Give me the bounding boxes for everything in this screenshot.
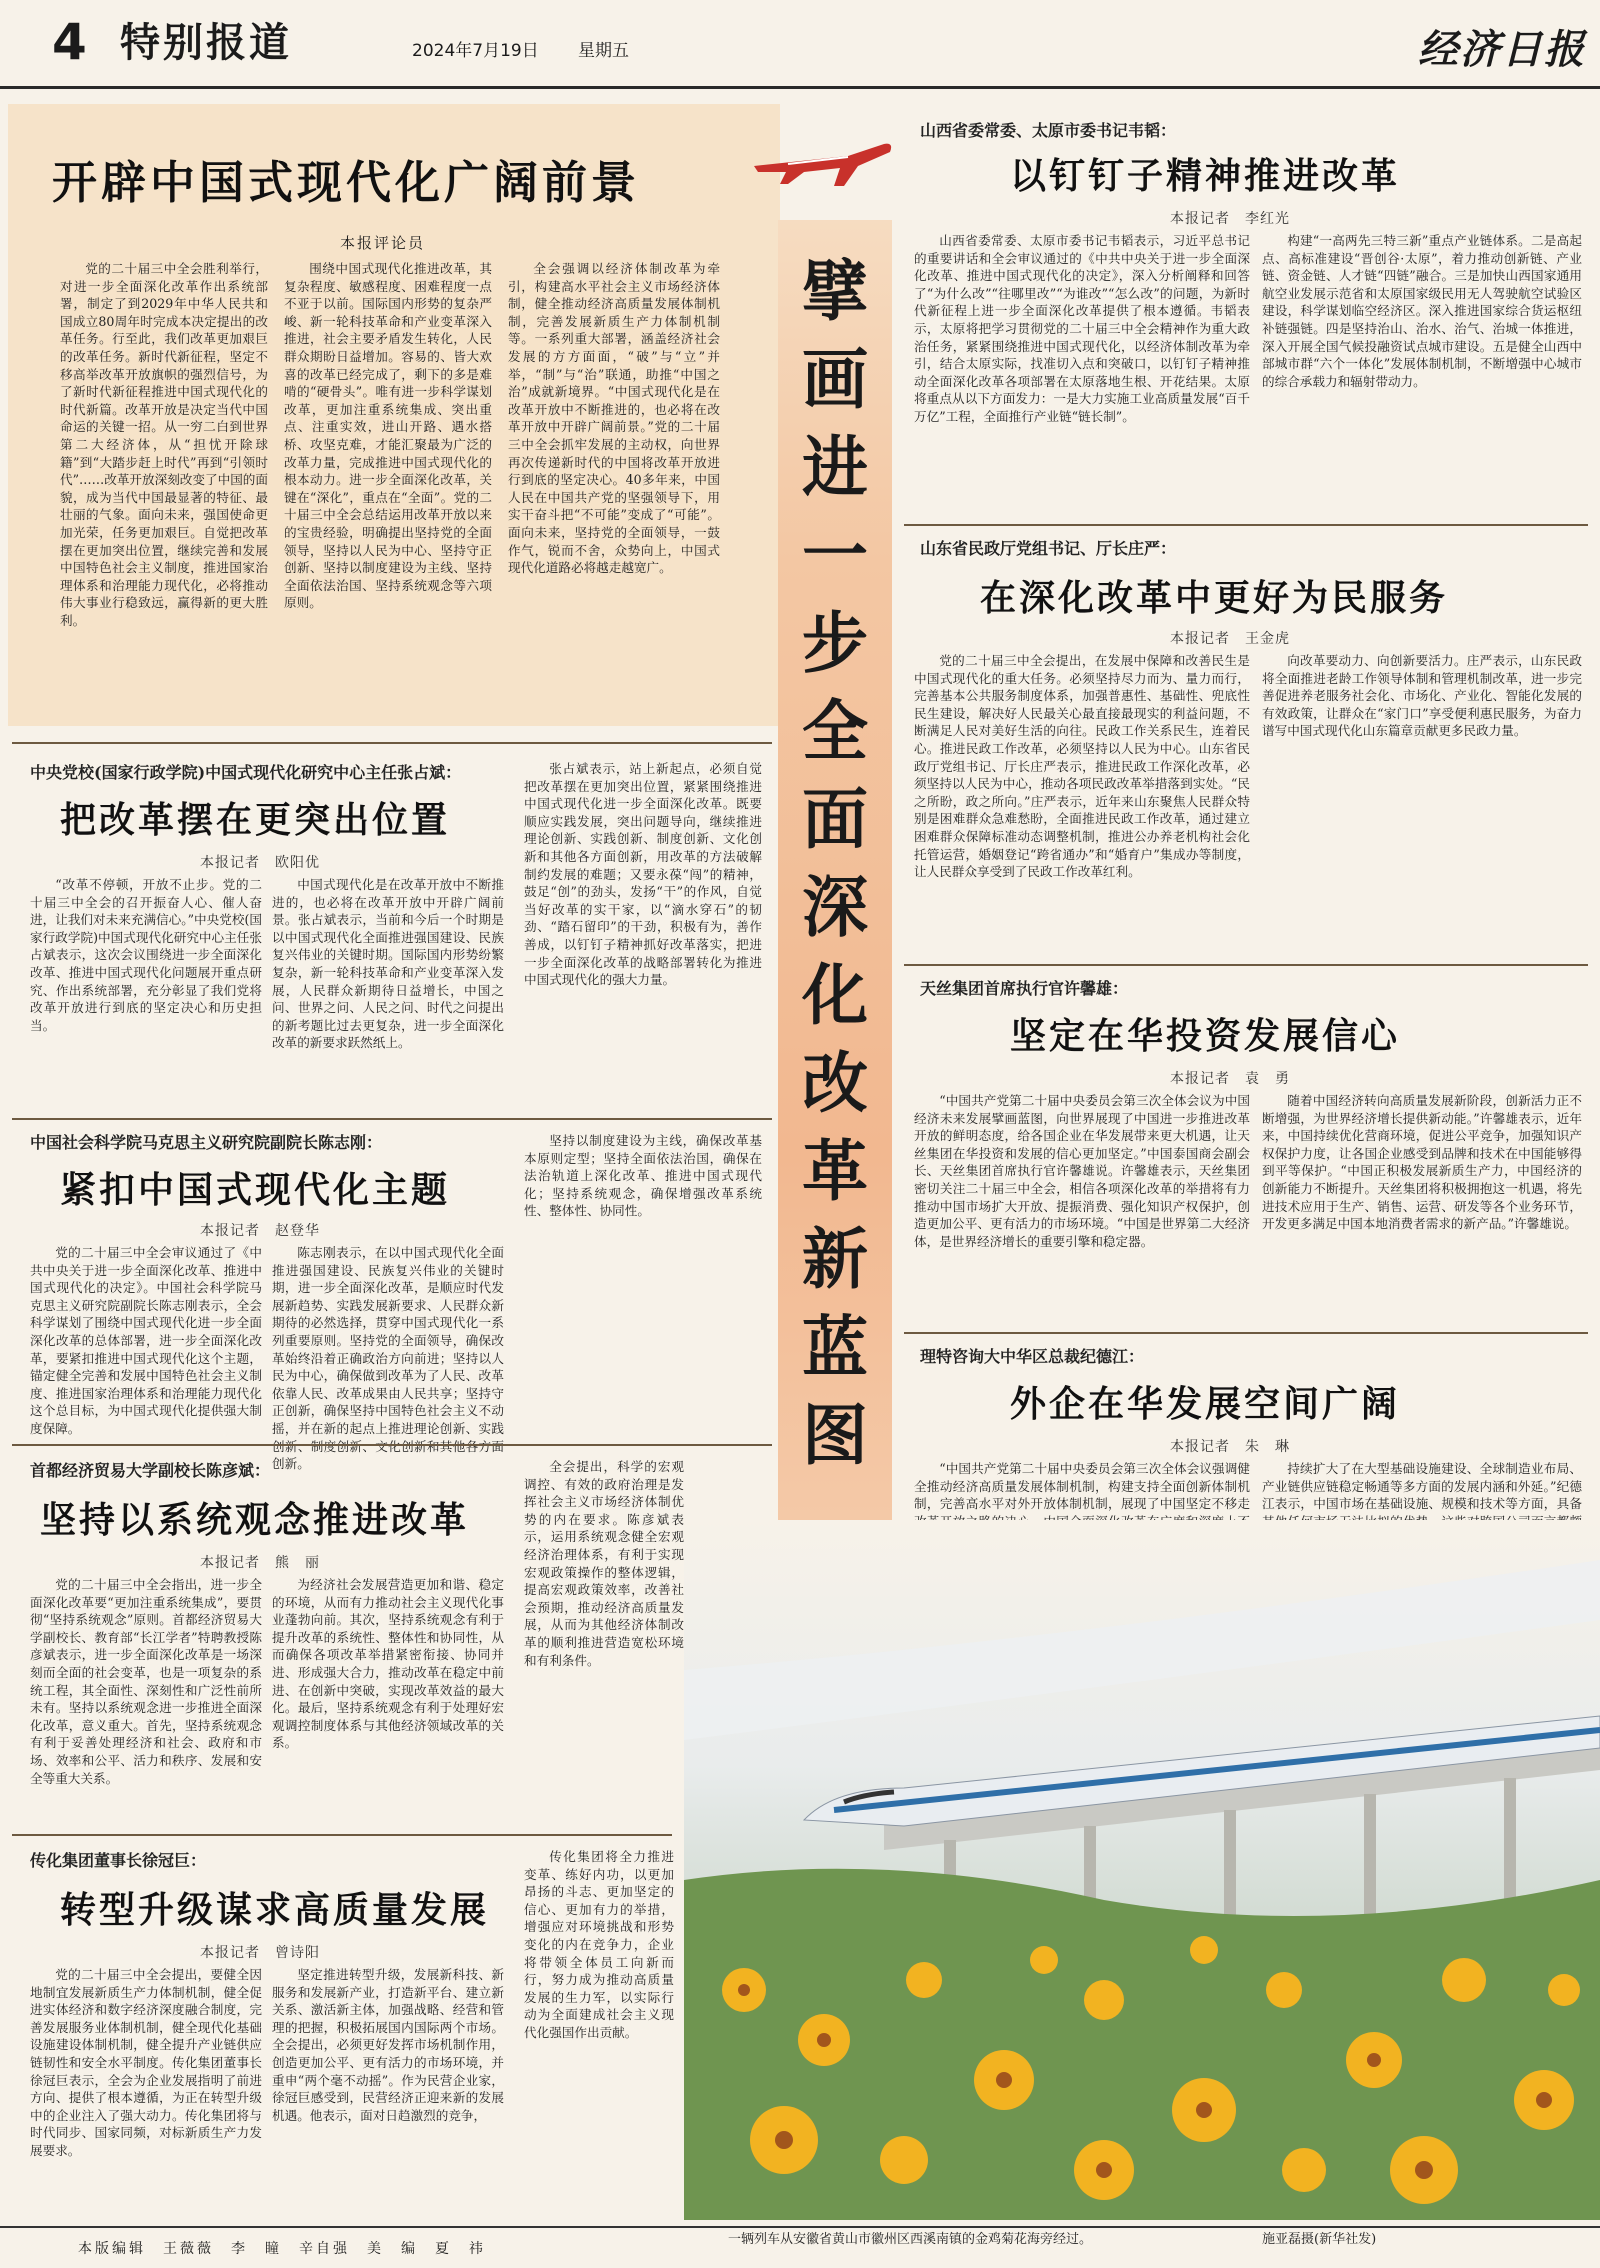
divider — [904, 524, 1588, 526]
article-5-column-1: 山西省委常委、太原市委书记韦韬表示，习近平总书记的重要讲话和全会审议通过的《中共中央关于进一步全面深化改革、推进中国式现代化的决定》，深入分析阐释和回答了“为什么改”“往哪里改”“为谁改”“怎么改”的问题，为新时代新征程上进一步全面深化改革提供了根本遵循。韦韬表示，太原将把学习贯彻党的二十届三中全会精神作为重大政治任务，紧紧围绕推进中国式现代化，以经济体制改革为牵引，结合太原实际，找准切入点和突破口，以钉钉子精神推动全面深化改革各项部署在太原落地生根、开花结果。太原将重点从以下方面发力：一是大力实施工业高质量发展“百千万亿”工程，全面推行产业链“链长制”。 — [914, 233, 1250, 424]
photo-credit: 施亚磊摄(新华社发) — [1262, 2232, 1377, 2247]
train-flower-photo — [684, 1520, 1600, 2220]
divider — [904, 964, 1588, 966]
editorial-column-1: 党的二十届三中全会胜利举行，对进一步全面深化改革作出系统部署，制定了到2029年中华人民共和国成立80周年时完成本决定提出的改革任务。行至此，我们改革更加艰巨的改革任务。新时代新征程，坚定不移高举改革开放旗帜的强烈信号，为了新时代新征程推进中国式现代化的时代新篇。改革开放是决定当代中国命运的关键一招。从一穷二白到世界第二大经济体，从“担忧开除球籍”到“大踏步赶上时代”再到“引领时代”……改革开放深刻改变了中国的面貌，成为当代中国最显著的特征、最壮丽的气象。面向未来，强国使命更加光荣，任务更加艰巨。自觉把改革摆在更加突出位置，继续完善和发展中国特色社会主义制度，推进国家治理体系和治理能力现代化，必将推动伟大事业行稳致远，赢得新的更大胜利。 — [60, 261, 268, 628]
banner-char: 擘 — [802, 253, 868, 330]
footer-editors: 本版编辑 王薇薇 李 瞳 辛自强 美 编 夏 祎 — [78, 2241, 486, 2257]
issue-date: 2024年7月19日 — [412, 41, 539, 61]
article-8-byline: 本报记者 朱 琳 — [1170, 1439, 1290, 1455]
article-2-byline: 本报记者 赵登华 — [200, 1223, 320, 1239]
editorial-byline: 本报评论员 — [340, 234, 426, 252]
article-6-kicker: 山东省民政厅党组书记、厅长庄严： — [920, 539, 1177, 558]
article-3-kicker: 首都经济贸易大学副校长陈彦斌： — [30, 1461, 271, 1480]
page-number: 4 — [52, 13, 87, 71]
divider — [904, 1332, 1588, 1334]
article-3-byline: 本报记者 熊 丽 — [200, 1555, 320, 1571]
banner-char: 革 — [802, 1133, 868, 1210]
article-2-column-1: 党的二十届三中全会审议通过了《中共中央关于进一步全面深化改革、推进中国式现代化的决定》。中国社会科学院马克思主义研究院副院长陈志刚表示，全会科学谋划了围绕中国式现代化进一步全面深化改革的总体部署，进一步全面深化改革，要紧扣推进中国式现代化这个主题，锚定健全完善和发展中国特色社会主义制度、推进国家治理体系和治理能力现代化这个总目标，为中国式现代化提供强大制度保障。 — [30, 1245, 262, 1436]
article-8-title: 外企在华发展空间广阔 — [1010, 1383, 1401, 1425]
banner-char: 深 — [802, 869, 868, 946]
banner-char: 图 — [802, 1397, 868, 1474]
article-3-column-2: 为经济社会发展营造更加和谐、稳定的环境，从而有力推动社会主义现代化事业蓬勃向前。其次，坚持系统观念有利于提升改革的系统性、整体性和协同性，从而确保各项改革举措紧密衔接、协同并进、形成强大合力，推动改革在稳定中前进、在创新中突破，实现改革效益的最大化。最后，坚持系统观念有利于处理好宏观调控制度体系与其他经济领域改革的关系。 — [272, 1577, 504, 1751]
article-7-byline: 本报记者 袁 勇 — [1170, 1071, 1290, 1087]
airplane-icon — [748, 126, 896, 198]
article-1-title: 把改革摆在更突出位置 — [60, 799, 451, 841]
article-5-kicker: 山西省委常委、太原市委书记韦韬： — [920, 121, 1177, 140]
paper-logo: 经济日报 — [1418, 26, 1586, 73]
article-2-title: 紧扣中国式现代化主题 — [60, 1169, 451, 1211]
divider — [12, 1834, 672, 1836]
article-2-column-3: 坚持以制度建设为主线，确保改革基本原则定型；坚持全面依法治国，确保在法治轨道上深化改革、推进中国式现代化；坚持系统观念，确保增强改革系统性、整体性、协同性。 — [524, 1133, 762, 1219]
divider — [12, 1444, 772, 1446]
editorial-title: 开辟中国式现代化广阔前景 — [52, 156, 641, 209]
editorial-column-2: 围绕中国式现代化推进改革，其复杂程度、敏感程度、困难程度一点不亚于以前。国际国内形势的复杂严峻、新一轮科技革命和产业变革深入推进，社会主要矛盾发生转化，人民群众期盼日益增加。容易的、皆大欢喜的改革已经完成了，剩下的多是难啃的“硬骨头”。唯有进一步科学谋划改革，更加注重系统集成、突出重点、注重实效，进山开路、遇水搭桥、攻坚克难，才能汇聚最为广泛的改革力量，完成推进中国式现代化的根本动力。进一步全面深化改革，关键在“深化”，重点在“全面”。党的二十届三中全会总结运用改革开放以来的宝贵经验，明确提出坚持党的全面领导，坚持以人民为中心、坚持守正创新、坚持以制度建设为主线、坚持全面依法治国、坚持系统观念等六项原则。 — [284, 261, 492, 611]
article-4-byline: 本报记者 曾诗阳 — [200, 1945, 320, 1961]
article-4-title: 转型升级谋求高质量发展 — [60, 1889, 490, 1931]
banner-char: 面 — [802, 781, 868, 858]
divider — [12, 742, 772, 744]
banner-char: 新 — [802, 1221, 868, 1298]
article-5-column-2: 构建“一高两先三特三新”重点产业链体系。二是高起点、高标准建设“晋创谷·太原”，着力推动创新链、产业链、资金链、人才链“四链”融合。三是加快山西国家通用航空业发展示范省和太原国家级民用无人驾驶航空试验区建设，科学谋划临空经济区。深入推进国家综合货运枢纽补链强链。四是坚持治山、治水、治气、治城一体推进，深入开展全国气候投融资试点城市建设。五是健全山西中部城市群“六个一体化”发展体制机制，不断增强中心城市的综合承载力和辐射带动力。 — [1262, 233, 1582, 389]
article-8-column-1: “中国共产党第二十届中央委员会第三次全体会议强调健全推动经济高质量发展体制机制，构建支持全面创新体制机制，完善高水平对外开放体制机制，展现了中国坚定不移走 — [914, 1461, 1250, 1512]
article-2-column-2: 陈志刚表示，在以中国式现代化全面推进强国建设、民族复兴伟业的关键时期，进一步全面深化改革，是顺应时代发展新趋势、实践发展新要求、人民群众新期待的必然选择，贯穿中国式现代化一系列重要原则。坚持党的全面领导，确保改革始终沿着正确政治方向前进；坚持以人民为中心，确保做到改革为了人民、改革依靠人民、改革成果由人民共享；坚持守正创新，确保坚持中国特色社会主义不动摇，并在新的起点上推进理论创新、实践创新、制度创新、文化创新和其他各方面创新。 — [272, 1245, 504, 1472]
article-5-byline: 本报记者 李红光 — [1170, 211, 1290, 227]
photo-caption: 一辆列车从安徽省黄山市徽州区西溪南镇的金鸡菊花海旁经过。 — [728, 2232, 1093, 2247]
article-4-column-2: 坚定推进转型升级，发展新科技、新服务和发展新产业，打造新平台、建立新关系、激活新主体，加强战略、经营和管理的把握，积极拓展国内国际两个市场。全会提出，必须更好发挥市场机制作用，创造更加公平、更有活力的市场环境，并重申“两个毫不动摇”。作为民营企业家，徐冠巨感受到，民营经济正迎来新的发展机遇。他表示，面对日趋激烈的竞争， — [272, 1967, 504, 2123]
article-1-byline: 本报记者 欧阳优 — [200, 855, 320, 871]
article-6-column-2: 向改革要动力、向创新要活力。庄严表示，山东民政将全面推进老龄工作领导体制和管理机制改革，进一步完善促进养老服务社会化、市场化、产业化、智能化发展的有效政策，让群众在“家门口”享受便利惠民服务，为奋力谱写中国式现代化山东篇章贡献更多民政力量。 — [1262, 653, 1582, 739]
banner-char: 画 — [802, 341, 868, 418]
article-4-kicker: 传化集团董事长徐冠巨： — [30, 1851, 207, 1870]
article-3-title: 坚持以系统观念推进改革 — [40, 1499, 470, 1541]
article-2-kicker: 中国社会科学院马克思主义研究院副院长陈志刚： — [30, 1133, 383, 1152]
article-4-column-1: 党的二十届三中全会提出，要健全因地制宜发展新质生产力体制机制，健全促进实体经济和数字经济深度融合制度，完善发展服务业体制机制，健全现代化基础设施建设体制机制，健全提升产业链供应链韧性和安全水平制度。传化集团董事长徐冠巨表示，全会为企业发展指明了前进方向、提供了根本遵循，为正在转型升级中的企业注入了强大动力。传化集团将与时代同步、国家同频，对标新质生产力发展要求。 — [30, 1967, 262, 2158]
article-6-byline: 本报记者 王金虎 — [1170, 631, 1290, 647]
section-title: 特别报道 — [120, 19, 292, 66]
article-7-kicker: 天丝集团首席执行官许馨雄： — [920, 979, 1129, 998]
banner-char: 进 — [802, 429, 868, 506]
weekday: 星期五 — [578, 41, 629, 61]
article-1-kicker: 中央党校(国家行政学院)中国式现代化研究中心主任张占斌： — [30, 763, 462, 782]
divider — [12, 1118, 772, 1120]
banner-title — [778, 248, 892, 1480]
article-4-column-3: 传化集团将全力推进变革、练好内功，以更加昂扬的斗志、更加坚定的信心、更加有力的举措，增强应对环境挑战和形势变化的内在竞争力，企业将带领全体员工向新而行，努力成为推动高质量发展的生力军，以实际行动为全面建成社会主义现代化强国作出贡献。 — [524, 1849, 674, 2040]
article-7-title: 坚定在华投资发展信心 — [1010, 1015, 1401, 1057]
editorial-column-3: 全会强调以经济体制改革为牵引，构建高水平社会主义市场经济体制，健全推动经济高质量发展体制机制，完善发展新质生产力体制机制等。一系列重大部署，涵盖经济社会发展的方方面面，“破”与“立”并举，“制”与“治”联通，助推“中国之治”成就新境界。“中国式现代化是在改革开放中不断推进的，也必将在改革开放中开辟广阔前景。”党的二十届三中全会抓牢发展的主动权，向世界再次传递新时代的中国将改革开放进行到底的坚定决心。40多年来，中国人民在中国共产党的坚强领导下，用实干奋斗把“不可能”变成了“可能”。面向未来，坚持党的全面领导，一鼓作气，锐而不舍，众势向上，中国式现代化道路必将越走越宽广。 — [508, 261, 720, 576]
article-7-column-1: “中国共产党第二十届中央委员会第三次全体会议为中国经济未来发展擘画蓝图，向世界展现了中国进一步推进改革开放的鲜明态度，给各国企业在华发展带来更大机遇，让天丝集团在华投资和发展的信心更加坚定。”中国泰国商会副会长、天丝集团首席执行官许馨雄说。许馨雄表示，天丝集团密切关注二十届三中全会，相信各项深化改革的举措将有力推动中国市场扩大开放、提振消费、强化知识产权保护，创造更加公平、更有活力的市场环境。“中国是世界第二大经济体，是世界经济增长的重要引擎和稳定器。 — [914, 1093, 1250, 1249]
article-6-column-1: 党的二十届三中全会提出，在发展中保障和改善民生是中国式现代化的重大任务。必须坚持尽力而为、量力而行，完善基本公共服务制度体系，加强普惠性、基础性、兜底性民生建设，解决好人民最关心最直接最现实的利益问题，不断满足人民对美好生活的向往。民政工作关系民生，连着民心。推进民政工作改革，必须坚持以人民为中心。山东省民政厅党组书记、厅长庄严表示，推进民政工作深化改革，必须坚持以人民为中心，推动各项民政改革举措落到实处。“民之所盼，政之所向。”庄严表示，近年来山东聚焦人民群众特别是困难群众急难愁盼，全面推进民政工作改革，通过建立困难群众保障标准动态调整机制，推进公办养老机构社会化托管运营，婚姻登记“跨省通办”和“婚育户”集成办等制度，让人民群众享受到了民政工作改革红利。 — [914, 653, 1250, 880]
article-1-column-2: 中国式现代化是在改革开放中不断推进的，也必将在改革开放中开辟广阔前景。张占斌表示，当前和今后一个时期是以中国式现代化全面推进强国建设、民族复兴伟业的关键时期。国际国内形势纷繁复杂，新一轮科技革命和产业变革深入发展，人民群众新期待日益增长，中国之问、世界之问、人民之问、时代之问提出的新考题比过去更复杂，进一步全面深化改革的新要求跃然纸上。 — [272, 877, 504, 1051]
banner-char: 一 — [802, 517, 868, 594]
banner-char: 蓝 — [802, 1309, 868, 1386]
article-3-column-1: 党的二十届三中全会指出，进一步全面深化改革要“更加注重系统集成”，要贯彻“坚持系统观念”原则。首都经济贸易大学副校长、教育部“长江学者”特聘教授陈彦斌表示，进一步全面深化改革是一场深刻而全面的社会变革，也是一项复杂的系统工程，其全面性、深刻性和广泛性前所未有。坚持以系统观念进一步推进全面深化改革，意义重大。首先，坚持系统观念有利于妥善处理经济和社会、政府和市场、效率和公平、活力和秩序、发展和安全等重大关系。 — [30, 1577, 262, 1786]
banner-char: 化 — [802, 957, 868, 1034]
article-8-kicker: 理特咨询大中华区总裁纪德江： — [920, 1347, 1145, 1366]
article-3-column-3: 全会提出，科学的宏观调控、有效的政府治理是发挥社会主义市场经济体制优势的内在要求。陈彦斌表示，运用系统观念健全宏观经济治理体系，有利于实现宏观政策操作的整体逻辑，提高宏观政策效率，改善社会预期，推动经济高质量发展，从而为其他经济体制改革的顺利推进营造宽松环境和有利条件。 — [524, 1459, 684, 1668]
banner-char: 改 — [802, 1045, 868, 1122]
article-8-column-2: 持续扩大了在大型基础设施建设、全球制造业布局、产业链供应链稳定畅通等多方面的发展内涵和外延。”纪德江表示，中国市场在基础设施、规模和技术等方面，具备 — [1262, 1461, 1582, 1512]
article-6-title: 在深化改革中更好为民服务 — [980, 577, 1449, 619]
banner-title-text — [778, 248, 892, 1480]
article-1-column-1: “改革不停顿，开放不止步。党的二十届三中全会的召开振奋人心、催人奋进，让我们对未来充满信心。”中央党校(国家行政学院)中国式现代化研究中心主任张占斌表示，这次会议围绕进一步全面深化改革、推进中国式现代化问题展开重点研究、作出系统部署，充分彰显了我们党将改革开放进行到底的坚定决心和历史担当。 — [30, 877, 262, 1033]
article-5-title: 以钉钉子精神推进改革 — [1010, 155, 1401, 197]
banner-char: 步 — [802, 605, 868, 682]
article-1-column-3: 张占斌表示，站上新起点，必须自觉把改革摆在更加突出位置，紧紧围绕推进中国式现代化进一步全面深化改革。既要顺应实践发展，突出问题导向，继续推进理论创新、实践创新、制度创新、文化创新和其他各方面创新，用改革的方法破解制约发展的难题；又要永葆“闯”的精神，鼓足“创”的劲头，发扬“干”的作风，自觉当好改革的实干家，以“滴水穿石”的韧劲、“踏石留印”的干劲，积极有为，善作善成，以钉钉子精神抓好改革落实，把进一步全面深化改革的战略部署转化为推进中国式现代化的强大力量。 — [524, 761, 762, 988]
article-7-column-2: 随着中国经济转向高质量发展新阶段，创新活力正不断增强，为世界经济增长提供新动能。”许馨雄表示，近年来，中国持续优化营商环境，促进公平竞争，加强知识产权保护力度，让各国企业感受到品牌和技术在中国能够得到平等保护。“中国正积极发展新质生产力，中国经济的创新能力不断提升。天丝集团将积极拥抱这一机遇，将先进技术应用于生产、销售、运营、研发等各个业务环节，开发更多满足中国本地消费者需求的新产品。”许馨雄说。 — [1262, 1093, 1582, 1232]
banner-char: 全 — [802, 693, 868, 770]
